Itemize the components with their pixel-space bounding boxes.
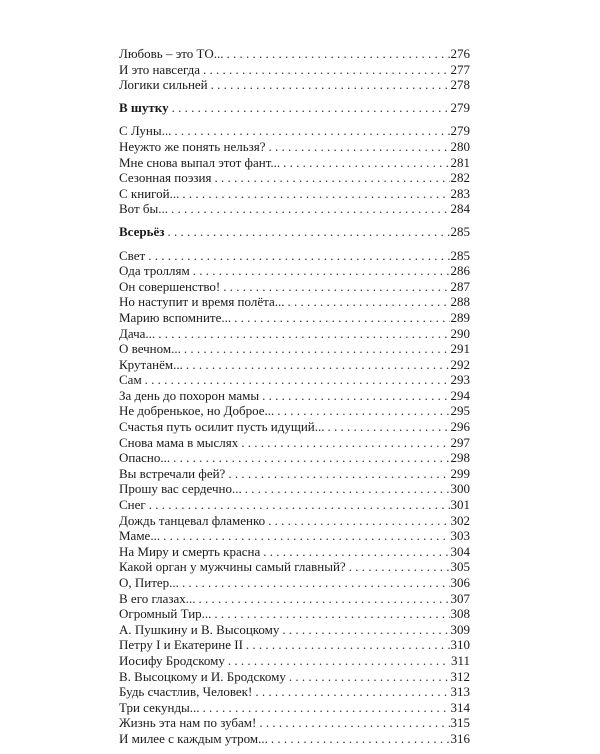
page-number: 295 (450, 403, 470, 419)
page-number: 279 (450, 99, 470, 115)
toc-entry-title: Дача... (119, 325, 156, 341)
table-of-contents (119, 46, 470, 754)
toc-entry-title: Вы встречали фей? (119, 465, 226, 481)
dot-leader (182, 575, 450, 591)
toc-entry (119, 481, 470, 497)
toc-entry (119, 341, 470, 357)
toc-section (119, 100, 470, 217)
toc-entry-title: Сезонная поэзия (119, 170, 212, 186)
toc-entry (119, 357, 470, 373)
toc-entry (119, 77, 470, 93)
toc-entry (119, 123, 470, 139)
dot-leader (255, 684, 449, 700)
toc-entry (119, 715, 470, 731)
dot-leader (203, 700, 450, 716)
page-number: 281 (450, 154, 470, 170)
page-number: 314 (450, 699, 470, 715)
dot-leader (186, 357, 450, 373)
dot-leader (245, 481, 450, 497)
dot-leader (268, 513, 449, 529)
page-number: 300 (450, 481, 470, 497)
toc-entry (119, 155, 470, 171)
dot-leader (199, 591, 450, 607)
page-number: 309 (450, 621, 470, 637)
toc-entry (119, 606, 470, 622)
toc-entry-title: Дождь танцевал фламенко (119, 512, 266, 528)
page-number: 301 (450, 497, 470, 513)
toc-entry (119, 388, 470, 404)
dot-leader (148, 248, 449, 264)
toc-entry-title: Крутанём... (119, 356, 183, 372)
page-number: 285 (450, 223, 470, 239)
dot-leader (228, 653, 450, 669)
page-number: 306 (450, 575, 470, 590)
toc-entry (119, 248, 470, 264)
page-number: 290 (450, 325, 470, 341)
dot-leader (262, 388, 449, 404)
page-number: 312 (450, 668, 470, 684)
toc-entry (119, 419, 470, 435)
toc-entry-title: А. Пушкину и В. Высоцкому (119, 621, 280, 637)
toc-entry (119, 186, 470, 202)
dot-leader (349, 559, 450, 575)
toc-entry-title: Петру I и Екатерине II (119, 637, 243, 653)
toc-entry-title: На Миру и смерть красна (119, 543, 261, 559)
toc-entry-title: Счастья путь осилит пусть идущий... (119, 419, 325, 435)
dot-leader (172, 100, 450, 116)
toc-entry (119, 700, 470, 716)
toc-entry-title: За день до похорон мамы (119, 387, 260, 403)
toc-entry-title: И милее с каждым утром... (119, 730, 268, 746)
toc-entry-title: Три секунды... (119, 699, 200, 715)
toc-entry (119, 497, 470, 513)
page-number: 302 (450, 512, 470, 528)
dot-leader (211, 77, 450, 93)
page-number: 286 (450, 263, 470, 279)
toc-entry (119, 622, 470, 638)
page-number: 307 (450, 590, 470, 606)
toc-entry-title: Неужто же понять нельзя? (119, 138, 266, 154)
toc-entry-title: Жизнь эта нам по зубам! (119, 715, 257, 731)
page-number: 289 (450, 309, 470, 325)
toc-entry-title: Снег (119, 497, 146, 513)
toc-entry (119, 139, 470, 155)
page-number: 288 (450, 294, 470, 310)
dot-leader (174, 123, 449, 139)
toc-entry-title: Любовь – это ТО... (119, 46, 224, 61)
toc-entry-title: Свет (119, 247, 146, 263)
toc-entry (119, 170, 470, 186)
toc-entry-title: Маме... (119, 528, 161, 544)
toc-section-heading (119, 100, 470, 116)
toc-entry-title: Опасно... (119, 450, 171, 466)
toc-entry-title: О вечном... (119, 341, 181, 357)
toc-entry (119, 684, 470, 700)
dot-leader (182, 186, 449, 202)
toc-entry-title: Ода троллям (119, 263, 190, 279)
dot-leader (145, 372, 450, 388)
page-number: 291 (450, 341, 470, 357)
dot-leader (167, 224, 449, 240)
toc-entry (119, 466, 470, 482)
toc-entry (119, 450, 470, 466)
dot-leader (271, 731, 450, 747)
toc-entry-title: И это навсегда (119, 61, 201, 77)
page-number: 305 (450, 559, 470, 575)
toc-entry (119, 263, 470, 279)
toc-section (119, 224, 470, 747)
toc-entry-title: Какой орган у мужчины самый главный? (119, 559, 346, 575)
toc-entry (119, 201, 470, 217)
toc-entry-title: В его глазах... (119, 590, 196, 606)
page-number: 279 (450, 123, 470, 139)
page-number: 311 (450, 652, 470, 668)
toc-entry-title: Марию вспомните... (119, 309, 232, 325)
toc-entry (119, 403, 470, 419)
toc-section-heading (119, 224, 470, 240)
toc-entry-title: Прошу вас сердечно... (119, 481, 242, 497)
page-number: 313 (450, 684, 470, 700)
toc-entry-title: Он совершенство! (119, 278, 221, 294)
toc-entry (119, 559, 470, 575)
toc-entry-title: С Луны... (119, 123, 172, 139)
toc-section-title: В шутку (119, 99, 169, 115)
dot-leader (246, 637, 450, 653)
toc-entry (119, 310, 470, 326)
page-number: 299 (450, 465, 470, 481)
page-number: 296 (450, 419, 470, 435)
page-number: 284 (450, 201, 470, 217)
page-number: 282 (450, 170, 470, 186)
dot-leader (193, 263, 450, 279)
dot-leader (223, 279, 449, 295)
dot-leader (171, 201, 449, 217)
dot-leader (163, 528, 449, 544)
toc-entry-title: Сам (119, 372, 142, 388)
toc-entry (119, 591, 470, 607)
toc-entry (119, 372, 470, 388)
toc-entry-title: Снова мама в мыслях (119, 434, 239, 450)
page-number: 277 (450, 61, 470, 77)
toc-entry-title: В. Высоцкому и И. Бродскому (119, 668, 286, 684)
page-number: 293 (450, 372, 470, 388)
toc-entry (119, 528, 470, 544)
toc-entry (119, 575, 470, 591)
dot-leader (289, 669, 450, 685)
page-number: 280 (450, 138, 470, 154)
toc-entry (119, 46, 470, 62)
page-number: 292 (450, 356, 470, 372)
toc-entry (119, 653, 470, 669)
page-number: 287 (450, 278, 470, 294)
page-number: 304 (450, 543, 470, 559)
dot-leader (259, 715, 449, 731)
page-number: 294 (450, 387, 470, 403)
toc-entry (119, 669, 470, 685)
dot-leader (282, 622, 449, 638)
dot-leader (328, 419, 450, 435)
dot-leader (234, 310, 449, 326)
page-number: 316 (450, 730, 470, 746)
page-number: 276 (450, 46, 470, 61)
toc-entry (119, 279, 470, 295)
toc-entry-title: Огромный Тир... (119, 606, 212, 622)
toc-entry-title: Не добренькое, но Доброе... (119, 403, 275, 419)
page-number: 310 (450, 637, 470, 653)
toc-entry (119, 637, 470, 653)
page-number: 285 (450, 247, 470, 263)
toc-entry-title: Мне снова выпал этот фант... (119, 154, 281, 170)
toc-entry-title: О, Питер... (119, 575, 179, 590)
page-number: 283 (450, 185, 470, 201)
toc-entry (119, 62, 470, 78)
page-number: 298 (450, 450, 470, 466)
toc-entry (119, 513, 470, 529)
dot-leader (158, 326, 449, 342)
dot-leader (226, 46, 449, 62)
dot-leader (263, 544, 449, 560)
dot-leader (149, 497, 450, 513)
page-number: 303 (450, 528, 470, 544)
page-number: 297 (450, 434, 470, 450)
toc-entry (119, 435, 470, 451)
page-number: 278 (450, 77, 470, 93)
toc-entry-title: Иосифу Бродскому (119, 652, 225, 668)
dot-leader (203, 62, 449, 78)
page-number: 308 (450, 606, 470, 622)
dot-leader (214, 606, 449, 622)
toc-entry-title: Будь счастлив, Человек! (119, 684, 253, 700)
toc-entry (119, 544, 470, 560)
toc-entry-title: Логики сильней (119, 77, 208, 93)
dot-leader (277, 403, 449, 419)
dot-leader (287, 294, 449, 310)
dot-leader (283, 155, 449, 171)
dot-leader (173, 450, 449, 466)
toc-entry (119, 294, 470, 310)
toc-section-title: Всерьёз (119, 223, 165, 239)
toc-section (119, 46, 470, 93)
toc-entry-title: Но наступит и время полёта... (119, 294, 285, 310)
dot-leader (215, 170, 450, 186)
dot-leader (241, 435, 449, 451)
dot-leader (184, 341, 450, 357)
page-number: 315 (450, 715, 470, 731)
toc-entry (119, 326, 470, 342)
toc-entry-title: Вот бы... (119, 201, 169, 217)
dot-leader (269, 139, 450, 155)
toc-entry (119, 731, 470, 747)
toc-entry-title: С книгой... (119, 185, 180, 201)
dot-leader (228, 466, 449, 482)
